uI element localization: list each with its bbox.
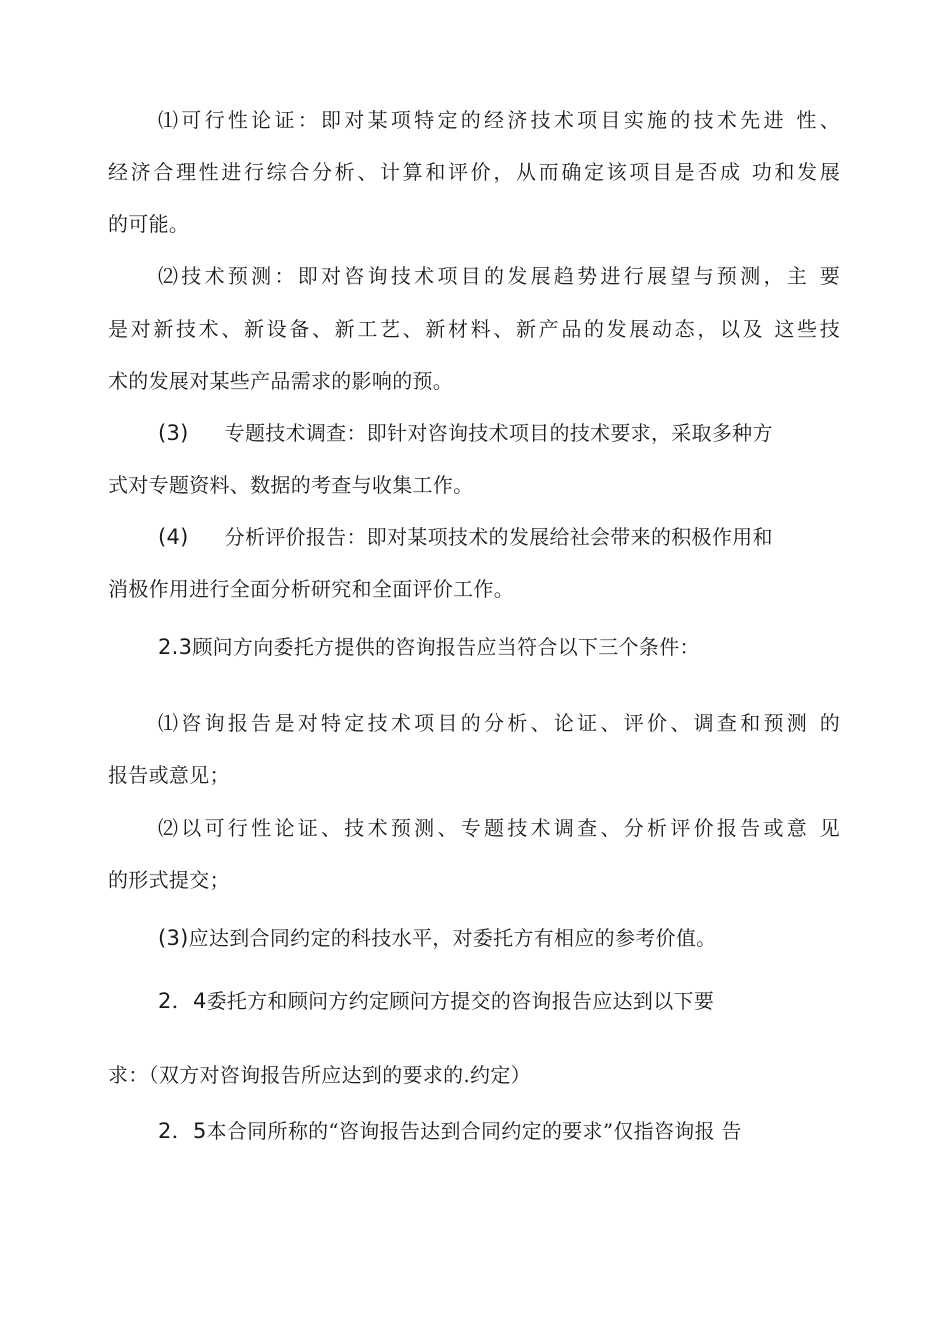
section-2-4-number: 2．4: [158, 989, 207, 1013]
paragraph-4-text: 分析评价报告：即对某项技术的发展给社会带来的积极作用和: [224, 525, 773, 549]
paragraph-4-line-1: [158, 523, 840, 551]
paragraph-3-line-2: 式对专题资料、数据的考查与收集工作。: [108, 473, 474, 497]
section-2-3-heading: [158, 633, 840, 661]
paragraph-2-line-2: 是对新技术、新设备、新工艺、新材料、新产品的发展动态，以及 这些技: [108, 317, 840, 341]
paragraph-3-text: 专题技术调查：即针对咨询技术项目的技术要求，采取多种方: [224, 421, 773, 445]
section-2-5-number: 2．5: [158, 1119, 207, 1143]
condition-3-number: (3): [158, 926, 189, 950]
paragraph-3-line-1: [158, 419, 840, 447]
paragraph-1-line-3: 的可能。: [108, 212, 190, 236]
paragraph-4-number: (4): [158, 525, 189, 549]
condition-2-line-2: 的形式提交；: [108, 868, 230, 892]
paragraph-1-line-2: 经济合理性进行综合分析、计算和评价，从而确定该项目是否成 功和发展: [108, 160, 840, 184]
section-2-5-heading: [158, 1117, 840, 1145]
paragraph-2-line-1: ⑵技术预测：即对咨询技术项目的发展趋势进行展望与预测，主 要: [158, 264, 840, 288]
section-2-5-text: 本合同所称的“咨询报告达到合同约定的要求”仅指咨询报 告: [206, 1119, 742, 1143]
section-2-4-line-2: 求：（双方对咨询报告所应达到的要求的.约定）: [108, 1063, 531, 1087]
condition-1-line-1: ⑴咨询报告是对特定技术项目的分析、论证、评价、调查和预测 的: [158, 711, 840, 735]
paragraph-1-line-1: ⑴可行性论证：即对某项特定的经济技术项目实施的技术先进 性、: [158, 108, 840, 132]
condition-2-line-1: ⑵以可行性论证、技术预测、专题技术调查、分析评价报告或意 见: [158, 816, 840, 840]
condition-1-line-2: 报告或意见；: [108, 763, 230, 787]
section-2-3-number: 2.3: [158, 635, 193, 659]
paragraph-4-line-2: 消极作用进行全面分析研究和全面评价工作。: [108, 577, 514, 601]
section-2-4-heading: [158, 987, 840, 1015]
section-2-4-text: 委托方和顾问方约定顾问方提交的咨询报告应达到以下要: [206, 989, 715, 1013]
condition-3-text: 应达到合同约定的科技水平，对委托方有相应的参考价值。: [188, 926, 717, 950]
section-2-3-text: 顾问方向委托方提供的咨询报告应当符合以下三个条件：: [192, 635, 700, 659]
condition-3-line: [158, 924, 840, 952]
paragraph-2-line-3: 术的发展对某些产品需求的影响的预。: [108, 369, 454, 393]
paragraph-3-number: (3): [158, 421, 189, 445]
